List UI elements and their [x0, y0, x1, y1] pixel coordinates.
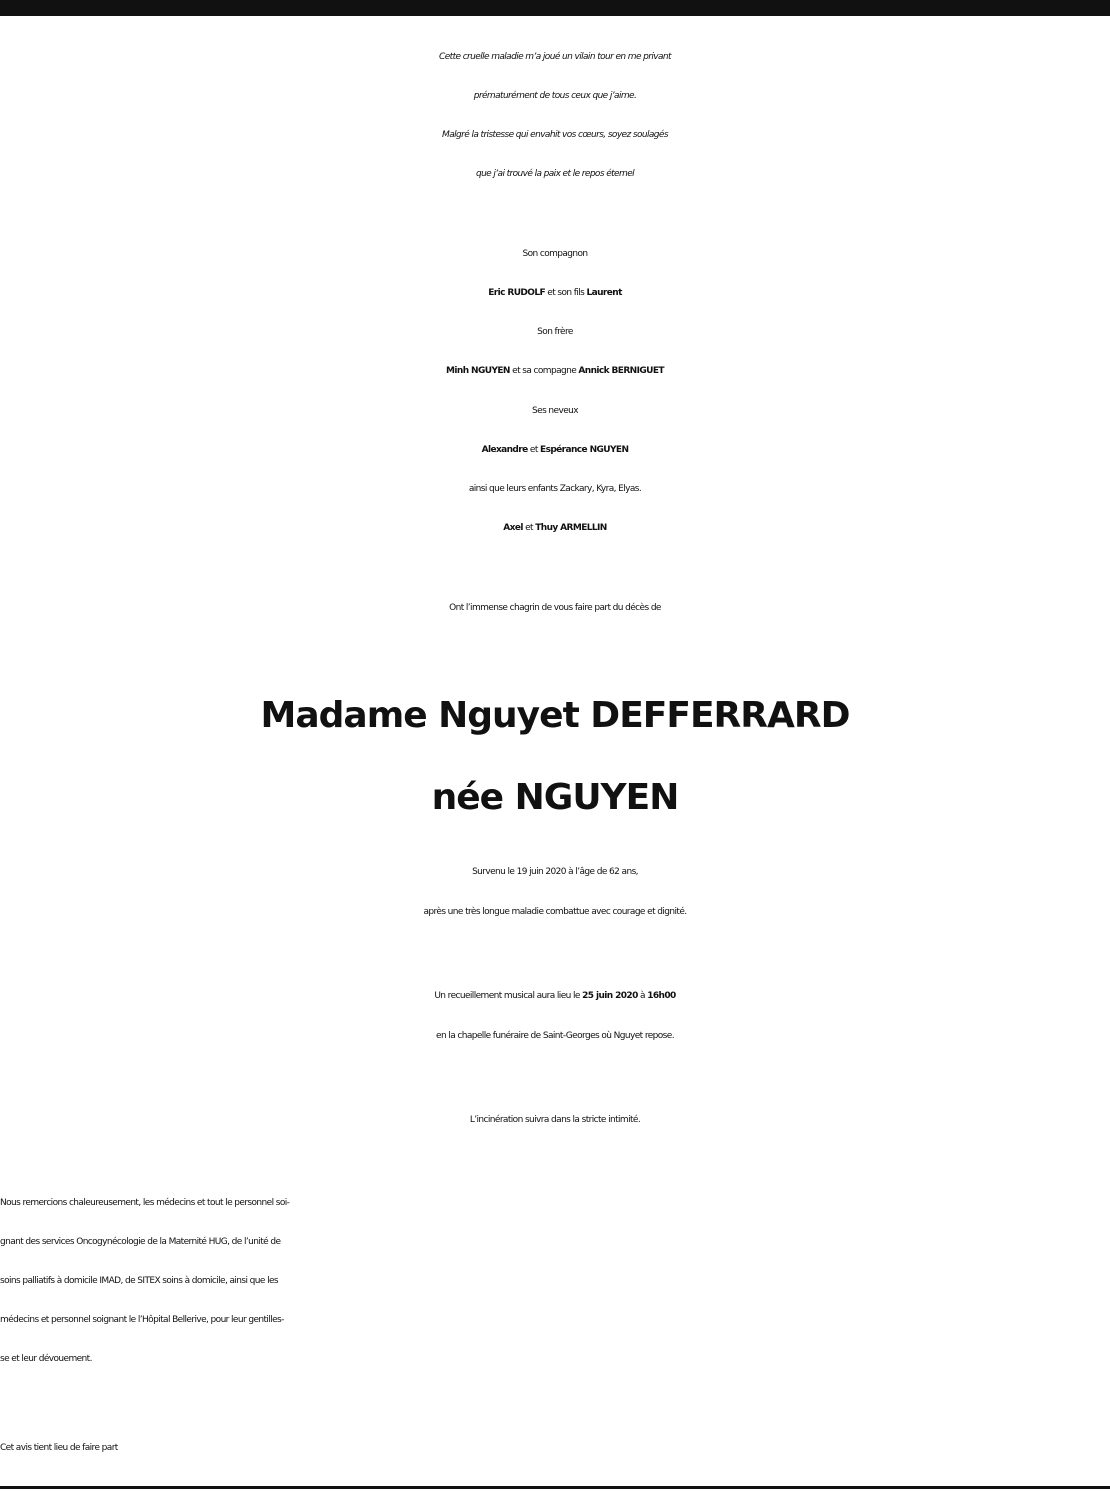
ceremony-joiner: à: [640, 991, 645, 1001]
thanks-line: se et leur dévouement.: [0, 1354, 92, 1364]
nephew-second-name: Espérance NGUYEN: [540, 445, 629, 455]
epitaph-line: que j’ai trouvé la paix et le repos éternel: [475, 169, 635, 179]
son-name: Laurent: [586, 288, 622, 298]
companion-line: [0, 274, 1110, 312]
bottom-rule: [0, 1486, 1110, 1489]
nephews-joiner: et: [529, 445, 538, 455]
ceremony-prefix: Un recueillement musical aura lieu le: [434, 991, 580, 1001]
companion-label: Son compagnon: [522, 249, 588, 259]
brother-name: Minh NGUYEN: [446, 366, 510, 376]
announcement-text: Ont l’immense chagrin de vous faire part du décès de: [449, 603, 661, 613]
cremation-text: L’incinération suivra dans la stricte intimité.: [469, 1115, 641, 1125]
ceremony-location: en la chapelle funéraire de Saint-Georges où Nguyet repose.: [436, 1031, 674, 1041]
thanks-line: médecins et personnel soignant le l’Hôpital Bellerive, pour leur gentilles-: [0, 1315, 284, 1325]
children-line: ainsi que leurs enfants Zackary, Kyra, Elyas.: [468, 484, 642, 494]
epitaph-line: Cette cruelle maladie m’a joué un vilain tour en me privant: [439, 52, 671, 62]
death-details-line: après une très longue maladie combattue avec courage et dignité.: [423, 907, 687, 917]
ceremony-date: 25 juin 2020: [582, 991, 638, 1001]
thanks-line: soins palliatifs à domicile IMAD, de SITEX soins à domicile, ainsi que les: [0, 1276, 279, 1286]
death-details-line: Survenu le 19 juin 2020 à l’âge de 62 ans,: [472, 867, 638, 877]
closing-text: Cet avis tient lieu de faire part: [0, 1443, 118, 1453]
brother-partner-name: Annick BERNIGUET: [578, 366, 664, 376]
brother-joiner: et sa compagne: [512, 366, 577, 376]
deceased-birth-name: née NGUYEN: [431, 777, 679, 818]
top-rule: [0, 0, 1110, 16]
deceased-name: Madame Nguyet DEFFERRARD: [260, 695, 850, 736]
epitaph-line: prématurément de tous ceux que j’aime.: [473, 91, 637, 101]
ceremony-line: [0, 977, 1110, 1015]
nephews-line: [0, 431, 1110, 469]
brother-line: [0, 352, 1110, 390]
others-joiner: et: [525, 523, 533, 533]
others-line: [0, 509, 1110, 547]
ceremony-time: 16h00: [647, 991, 676, 1001]
brother-label: Son frère: [537, 327, 573, 337]
nephew-first-name: Alexandre: [481, 445, 528, 455]
thanks-line: gnant des services Oncogynécologie de la Maternité HUG, de l’unité de: [0, 1237, 281, 1247]
companion-joiner: et son fils: [547, 288, 585, 298]
epitaph-line: Malgré la tristesse qui envahit vos cœurs, soyez soulagés: [442, 130, 668, 140]
thanks-line: Nous remercions chaleureusement, les médecins et tout le personnel soi-: [0, 1198, 290, 1208]
other-first-name: Axel: [503, 523, 523, 533]
companion-name: Eric RUDOLF: [488, 288, 546, 298]
other-second-name: Thuy ARMELLIN: [535, 523, 607, 533]
nephews-label: Ses neveux: [532, 406, 578, 416]
